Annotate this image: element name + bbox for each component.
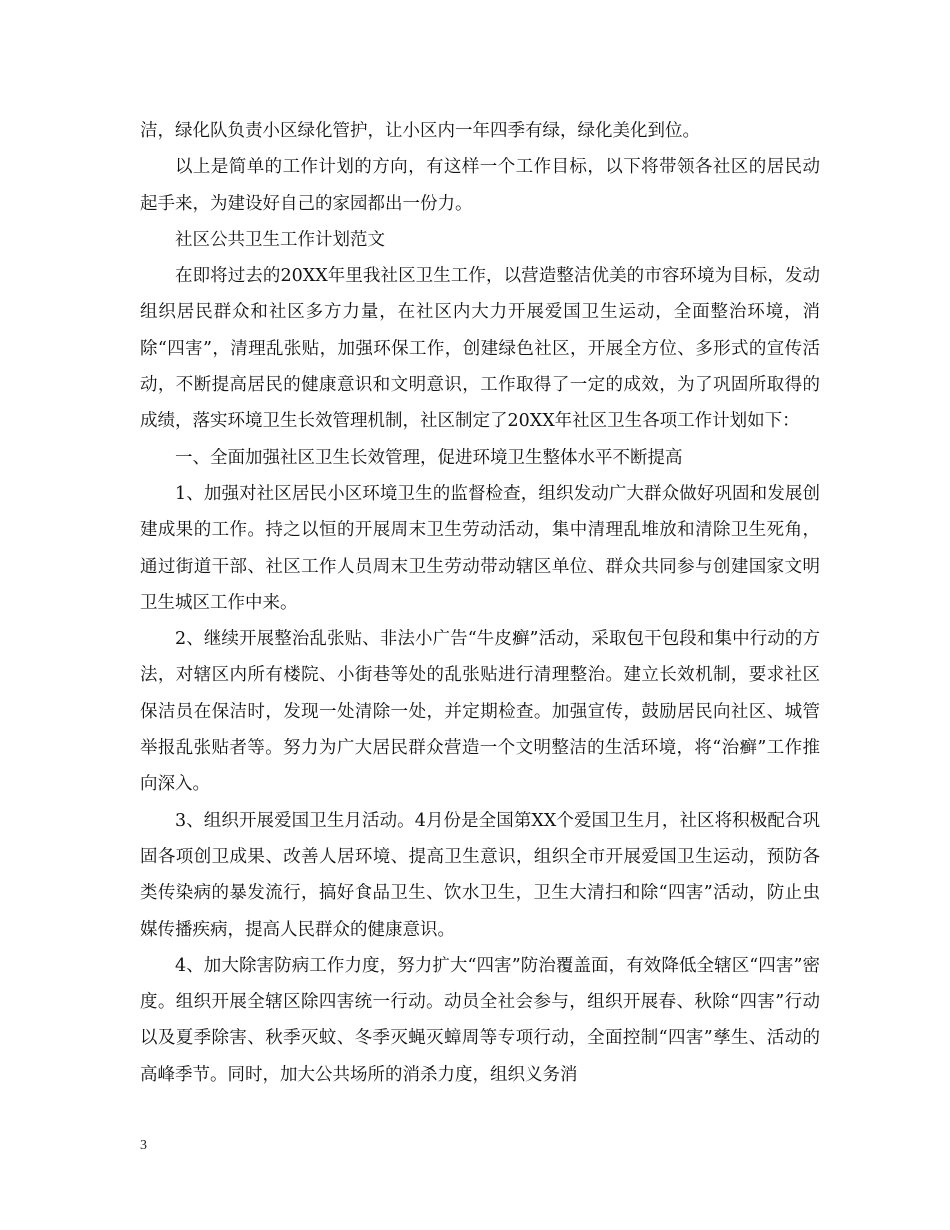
page-number: 3 bbox=[140, 1138, 147, 1153]
paragraph-plan-direction: 以上是简单的工作计划的方向，有这样一个工作目标，以下将带领各社区的居民动起手来，为建设好自己的家园都出一份力。 bbox=[140, 157, 820, 214]
section-title: 社区公共卫生工作计划范文 bbox=[175, 229, 385, 250]
paragraph-item-4: 4、加大除害防病工作力度，努力扩大“四害”防治覆盖面，有效降低全辖区“四害”密度。组织开展全辖区除四害统一行动。动员全社会参与，组织开展春、秋除“四害”行动以及夏季除害、秋季灭蚊、冬季灭蝇灭蟑周等专项行动，全面控制“四害”孳生、活动的高峰季节。同时，加大公共场所的消杀力度，组织义务消 bbox=[140, 955, 820, 1085]
paragraph-item-1: 1、加强对社区居民小区环境卫生的监督检查，组织发动广大群众做好巩固和发展创建成果的工作。持之以恒的开展周末卫生劳动活动，集中清理乱堆放和清除卫生死角，通过街道干部、社区工作人员周末卫生劳动带动辖区单位、群众共同参与创建国家文明卫生城区工作中来。 bbox=[140, 483, 820, 613]
paragraph-item-3: 3、组织开展爱国卫生月活动。4月份是全国第XX个爱国卫生月，社区将积极配合巩固各项创卫成果、改善人居环境、提高卫生意识，组织全市开展爱国卫生运动，预防各类传染病的暴发流行，搞好食品卫生、饮水卫生，卫生大清扫和除“四害”活动，防止虫媒传播疾病，提高人民群众的健康意识。 bbox=[140, 810, 820, 940]
document-body bbox=[140, 113, 820, 1093]
paragraph-intro: 在即将过去的20XX年里我社区卫生工作，以营造整洁优美的市容环境为目标，发动组织居民群众和社区多方力量，在社区内大力开展爱国卫生运动，全面整治环境，消除“四害”，清理乱张贴，加强环保工作，创建绿色社区，开展全方位、多形式的宣传活动，不断提高居民的健康意识和文明意识，工作取得了一定的成效，为了巩固所取得的成绩，落实环境卫生长效管理机制，社区制定了20XX年社区卫生各项工作计划如下： bbox=[140, 266, 820, 432]
paragraph-continuation: 洁，绿化队负责小区绿化管护，让小区内一年四季有绿，绿化美化到位。 bbox=[140, 121, 700, 141]
heading-section-one: 一、全面加强社区卫生长效管理，促进环境卫生整体水平不断提高 bbox=[175, 447, 683, 468]
paragraph-item-2: 2、继续开展整治乱张贴、非法小广告“牛皮癣”活动，采取包干包段和集中行动的方法，对辖区内所有楼院、小街巷等处的乱张贴进行清理整治。建立长效机制，要求社区保洁员在保洁时，发现一处清除一处，并定期检查。加强宣传，鼓励居民向社区、城管举报乱张贴者等。努力为广大居民群众营造一个文明整洁的生活环境，将“治癣”工作推向深入。 bbox=[140, 629, 820, 795]
